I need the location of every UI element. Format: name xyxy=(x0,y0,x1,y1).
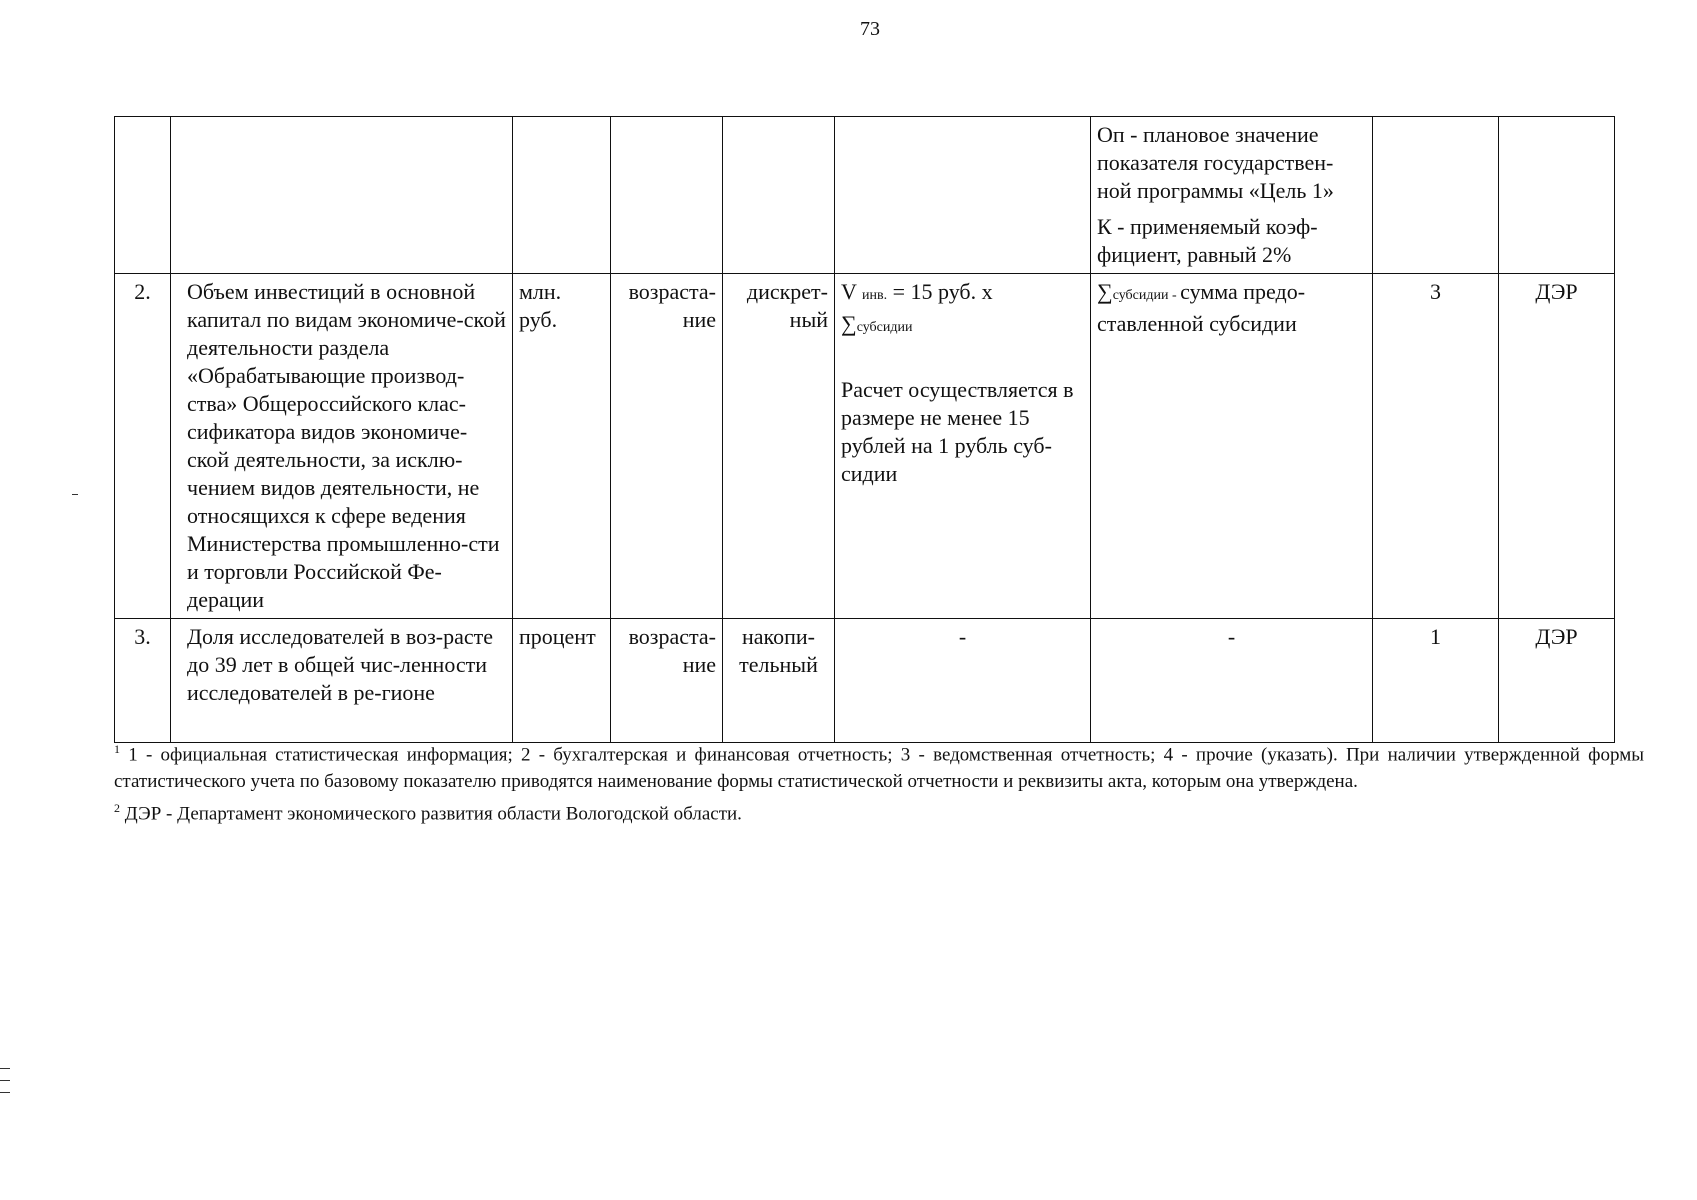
table-row-continuation xyxy=(115,117,1615,274)
scan-mark xyxy=(0,1080,10,1081)
table-row-2 xyxy=(115,274,1615,619)
footnote-2: $^2$ ДЭР - Департамент экономического развития области Вологодской области. xyxy=(114,801,742,825)
cell-definition: ∑субсидии - сумма предо-ставленной субсидии xyxy=(1091,274,1373,619)
cell-empty xyxy=(723,117,835,274)
cell-definition xyxy=(1091,117,1373,274)
definition-op: Оп - плановое значение показателя государствен-ной программы «Цель 1» xyxy=(1097,122,1334,203)
responsible: ДЭР xyxy=(1499,619,1615,743)
footnotes xyxy=(114,736,1644,828)
indicator-name: Доля исследователей в воз-расте до 39 лет в общей чис-ленности исследователей в ре-гионе xyxy=(171,619,513,743)
unit: млн. руб. xyxy=(513,274,611,619)
footnote-1: $^1$ 1 - официальная статистическая информация; 2 - бухгалтерская и финансовая отчетность; 3 - ведомственная отчетность; 4 - прочие (указать). При наличии утвержденной формы статистического учета по базовому показателю приводятся наименование формы статистической отчетности и реквизиты акта, которым она утверждена. xyxy=(114,742,1644,793)
data-source: 3 xyxy=(1373,274,1499,619)
page-number: 73 xyxy=(860,18,880,40)
direction: возраста-ние xyxy=(611,274,723,619)
scan-mark xyxy=(0,1092,10,1093)
formula: V инв. = 15 руб. х ∑субсидии xyxy=(841,279,993,336)
definition: - xyxy=(1091,619,1373,743)
cell-empty xyxy=(1499,117,1615,274)
scan-mark xyxy=(72,494,78,495)
sigma-symbol: ∑ xyxy=(1097,279,1113,304)
cell-empty xyxy=(1373,117,1499,274)
cell-empty xyxy=(611,117,723,274)
formula: - xyxy=(835,619,1091,743)
sigma-symbol: ∑ xyxy=(841,311,857,336)
responsible: ДЭР xyxy=(1499,274,1615,619)
indicator-type: накопи-тельный xyxy=(723,619,835,743)
direction: возраста-ние xyxy=(611,619,723,743)
cell-empty xyxy=(115,117,171,274)
indicator-type: дискрет-ный xyxy=(723,274,835,619)
row-number: 3. xyxy=(115,619,171,743)
cell-empty xyxy=(835,117,1091,274)
scan-mark xyxy=(0,1068,10,1069)
indicator-name: Объем инвестиций в основной капитал по видам экономиче-ской деятельности раздела «Обрабатывающие производ-ства» Общероссийского клас-сификатора видов экономиче-ской деятельности, за исклю-чением видов деятельности, не относящихся к сфере ведения Министерства промышленно-сти и торговли Российской Фе-дерации xyxy=(171,274,513,619)
indicators-table xyxy=(114,116,1615,743)
data-source: 1 xyxy=(1373,619,1499,743)
definition-k: К - применяемый коэф-фициент, равный 2% xyxy=(1097,214,1318,267)
unit: процент xyxy=(513,619,611,743)
cell-empty xyxy=(513,117,611,274)
cell-empty xyxy=(171,117,513,274)
cell-formula xyxy=(835,274,1091,619)
formula-note: Расчет осуществляется в размере не менее 15 рублей на 1 рубль суб-сидии xyxy=(841,377,1074,486)
table-row-3 xyxy=(115,619,1615,743)
row-number: 2. xyxy=(115,274,171,619)
